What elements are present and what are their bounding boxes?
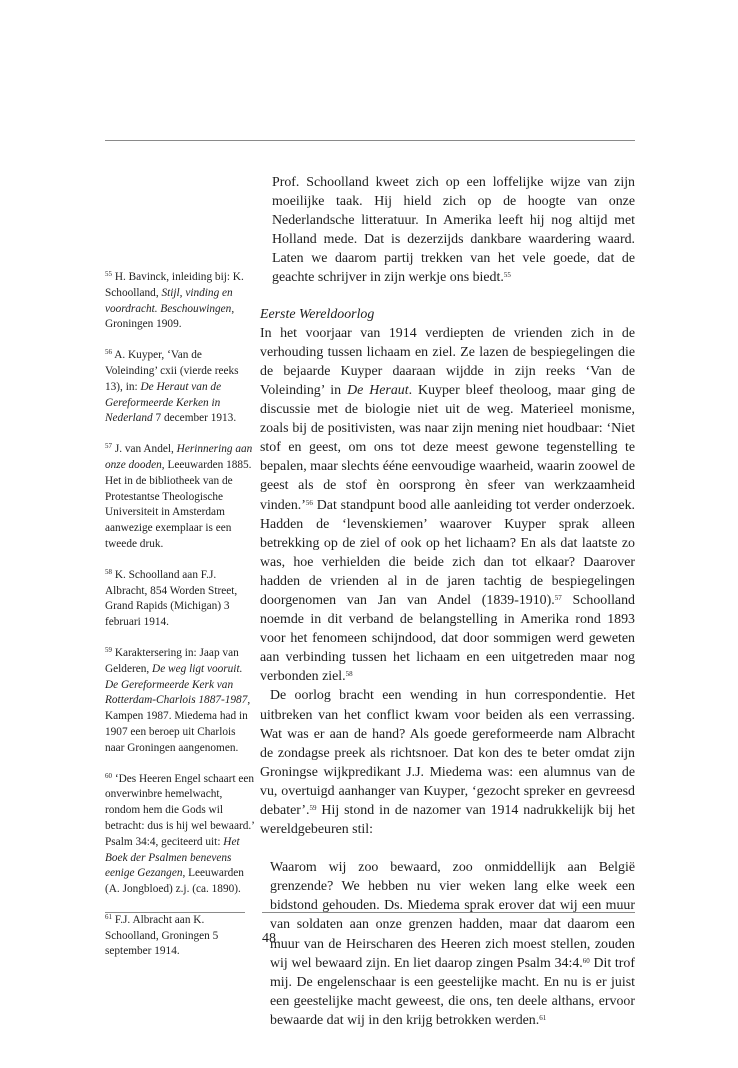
main-text — [260, 173, 635, 1030]
page-number: 48 — [262, 931, 276, 946]
footnote: $^{61}$ F.J. Albracht aan K. Schoolland, Groningen 5 september 1914. — [105, 912, 219, 958]
footnote: $^{55}$ H. Bavinck, inleiding bij: K. Schoolland, Stijl, vinding en voordracht. Beschouwingen, Groningen 1909. — [105, 270, 244, 331]
footnote: $^{60}$ ‘Des Heeren Engel schaart een onverwinbre hemelwacht, rondom hem die Gods wil betracht: dus is hij wel bewaard.’ Psalm 34:4, geciteerd uit: Het Boek der Psalmen benevens eenige Gezangen, Leeuwarden (A. Jongbloed) z.j. (ca. 1890). — [105, 771, 255, 896]
bottom-rule-left — [105, 912, 245, 913]
section-heading: Eerste Wereldoorlog — [260, 306, 375, 322]
paragraph: In het voorjaar van 1914 verdiepten de vrienden zich in de verhouding tussen lichaam en ziel. Ze lazen de bespiegelingen die de bejaarde Kuyper daaraan wijdde in zijn reeks ‘Van de Voleinding’ in De Heraut. Kuyper bleef theoloog, maar ging de discussie met de biologie niet uit de weg. Materieel monisme, zoals bij de positivisten, was naar zijn mening niet houdbaar: ‘Niet stof en geest, om ons tot deze meest gewone tegenstelling te bepalen, maar slechts ééne eenvoudige waarheid, waarin zoowel de geest als de stof èn oorsprong èn sfeer van werkzaamheid vinden.’$^{56}$ Dat standpunt bood alle aanleiding tot verder onderzoek. Hadden de ‘levenskiemen’ waarover Kuyper sprak alleen betrekking op de ziel of ook op het lichaam? En als dat laatste zo was, hoe verhielden die beide zich dan tot elkaar? Daarover hadden de vrienden al in de jaren tachtig de bespiegelingen doorgenomen van Jan van Andel (1839-1910).$^{57}$ Schoolland noemde in dit verband de belangstelling in Amerika rond 1893 voor het fenomeen schijndood, dat door sommigen werd geweten aan verbinding tussen het lichaam en een uitgetreden maar nog verbonden ziel.$^{58}$ — [260, 325, 635, 685]
blockquote: Waarom wij zoo bewaard, zoo onmiddellijk aan België grenzende? We hebben nu vier weken lang elke week een bidstond gehouden. Ds. Miedema sprak erover dat wij een muur van soldaten aan onze grenzen hadden, maar dat daarom een muur van de Heirscharen des Heeren zich moest stellen, zouden wij wel bewaard zijn. En liet daarop zingen Psalm 34:4.60 Dit trof mij. De engelenschaar is een geestelijke macht. En nu is er juist een geestelijke macht geweest, die ons, ten deele althans, ervoor bewaarde dat wij in den krijg betrokken werden.$^{61}$ — [270, 860, 635, 1028]
footnote: $^{57}$ J. van Andel, Herinnering aan onze dooden, Leeuwarden 1885. Het in de bibliotheek van de Protestantse Theologische Universiteit in Amsterdam aanwezige exemplaar is een tweede druk. — [105, 442, 253, 550]
footnote: $^{59}$ Karaktersering in: Jaap van Gelderen, De weg ligt vooruit. De Gereformeerde Kerk van Rotterdam-Charlois 1887-1987, Kampen 1987. Miedema had in 1907 een beroep uit Charlois naar Groningen aangenomen. — [105, 645, 251, 754]
footnote: $^{58}$ K. Schoolland aan F.J. Albracht, 854 Worden Street, Grand Rapids (Michigan) 3 februari 1914. — [105, 567, 238, 629]
footnote: $^{56}$ A. Kuyper, ‘Van de Voleinding’ cxii (vierde reeks 13), in: De Heraut van de Gereformeerde Kerken in Nederland 7 december 1913. — [105, 348, 239, 425]
top-rule — [105, 140, 635, 141]
opening-quote: Prof. Schoolland kweet zich op een loffelijke wijze van zijn moeilijke taak. Hij hield zich op de hoogte van onze Nederlandsche litteratuur. In Amerika leeft hij nog altijd met Holland mede. Dat is dezerzijds dankbare waardering waard. Laten we daarom partij trekken van het vele goede, dat de geachte schrijver in zijn werkje ons biedt.$^{55}$ — [272, 175, 635, 286]
footnotes-column — [105, 270, 255, 975]
bottom-rule-right — [262, 912, 635, 913]
paragraph: De oorlog bracht een wending in hun correspondentie. Het uitbreken van het conflict kwam voor beiden als een verrassing. Wat was er aan de hand? Als goede gereformeerde nam Albracht de zondagse preek als richtsnoer. Dat kon des te beter omdat zijn Groningse wijkpredikant J.J. Miedema was: een alumnus van de vu, overtuigd aanhanger van Kuyper, ‘gezocht spreker en gevreesd debater’.$^{59}$ Hij stond in de nazomer van 1914 nadrukkelijk bij het wereldgebeuren stil: — [260, 688, 635, 838]
